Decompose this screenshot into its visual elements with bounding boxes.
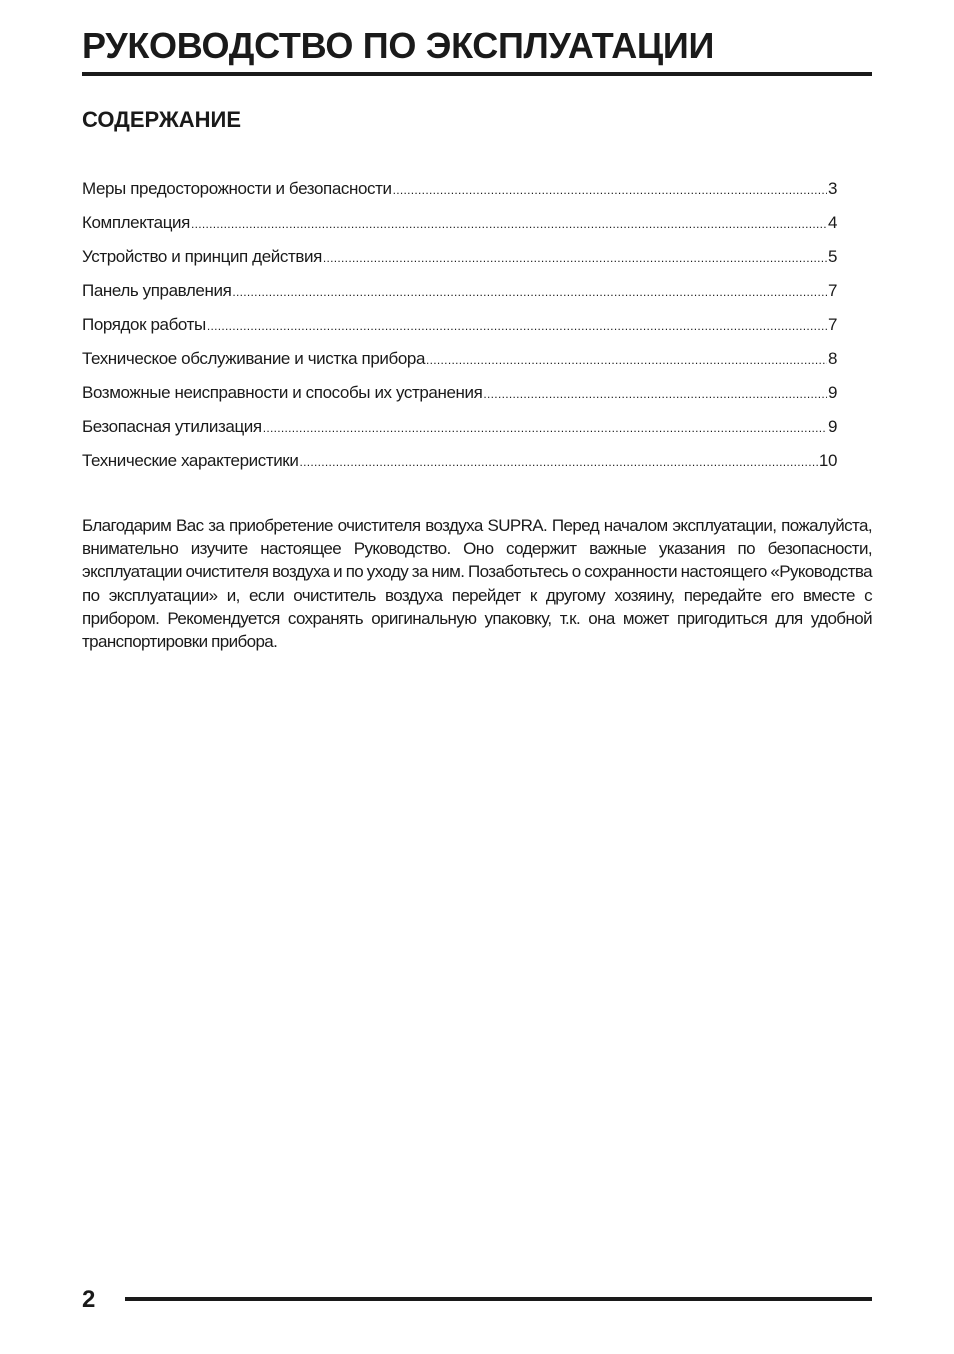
intro-paragraph: Благодарим Вас за приобретение очистителя воздуха SUPRA. Перед началом эксплуатации, пожалуйста, внимательно изучите настоящее Руководство. Оно содержит важные указания по безопасности, эксплуатации очистителя воздуха и по уходу за ним. Позаботьтесь о сохранности настоящего «Руководства по эксплуатации» и, если очиститель воздуха перейдет к другому хозяину, передайте его вместе с прибором. Рекомендуется сохранять оригинальную упаковку, т.к. она может пригодиться для удобной транспортировки прибора.: [82, 516, 872, 652]
toc-entry-page: 8: [827, 349, 837, 368]
toc-entry[interactable]: [82, 211, 837, 245]
dot-leader: [207, 314, 827, 338]
toc-entry[interactable]: [82, 415, 837, 449]
toc-entry-title: Возможные неисправности и способы их устранения: [82, 383, 483, 402]
toc-entry-title: Устройство и принцип действия: [82, 247, 322, 266]
dot-leader: [483, 382, 827, 406]
toc-entry-title: Технические характеристики: [82, 451, 299, 470]
toc-entry-page: 7: [827, 281, 837, 300]
page-title: РУКОВОДСТВО ПО ЭКСПЛУАТАЦИИ: [82, 25, 715, 66]
toc-entry-title: Меры предосторожности и безопасности: [82, 179, 392, 198]
dot-leader: [323, 246, 827, 270]
toc-entry-title: Порядок работы: [82, 315, 206, 334]
footer-divider: [125, 1297, 872, 1301]
toc-entry-page: 9: [827, 417, 837, 436]
toc-entry[interactable]: [82, 245, 837, 279]
toc-entry-page: 7: [827, 315, 837, 334]
toc-entry-title: Панель управления: [82, 281, 232, 300]
toc-entry-title: Безопасная утилизация: [82, 417, 262, 436]
toc-entry[interactable]: [82, 347, 837, 381]
dot-leader: [426, 348, 827, 372]
toc-entry[interactable]: [82, 279, 837, 313]
toc-entry-title: Комплектация: [82, 213, 190, 232]
toc-entry-page: 9: [827, 383, 837, 402]
toc-entry[interactable]: [82, 449, 837, 483]
dot-leader: [191, 212, 827, 236]
table-of-contents: [82, 177, 837, 483]
toc-entry[interactable]: [82, 177, 837, 211]
toc-entry-page: 5: [827, 247, 837, 266]
dot-leader: [299, 450, 817, 474]
dot-leader: [232, 280, 827, 304]
toc-entry[interactable]: [82, 381, 837, 415]
title-divider: [82, 72, 872, 76]
toc-entry-page: 3: [827, 179, 837, 198]
toc-entry-page: 10: [818, 451, 837, 470]
page-number: 2: [82, 1286, 96, 1313]
contents-heading: СОДЕРЖАНИЕ: [82, 107, 242, 132]
dot-leader: [263, 416, 827, 440]
toc-entry[interactable]: [82, 313, 837, 347]
toc-entry-page: 4: [827, 213, 837, 232]
dot-leader: [393, 178, 827, 202]
toc-entry-title: Техническое обслуживание и чистка прибора: [82, 349, 426, 368]
